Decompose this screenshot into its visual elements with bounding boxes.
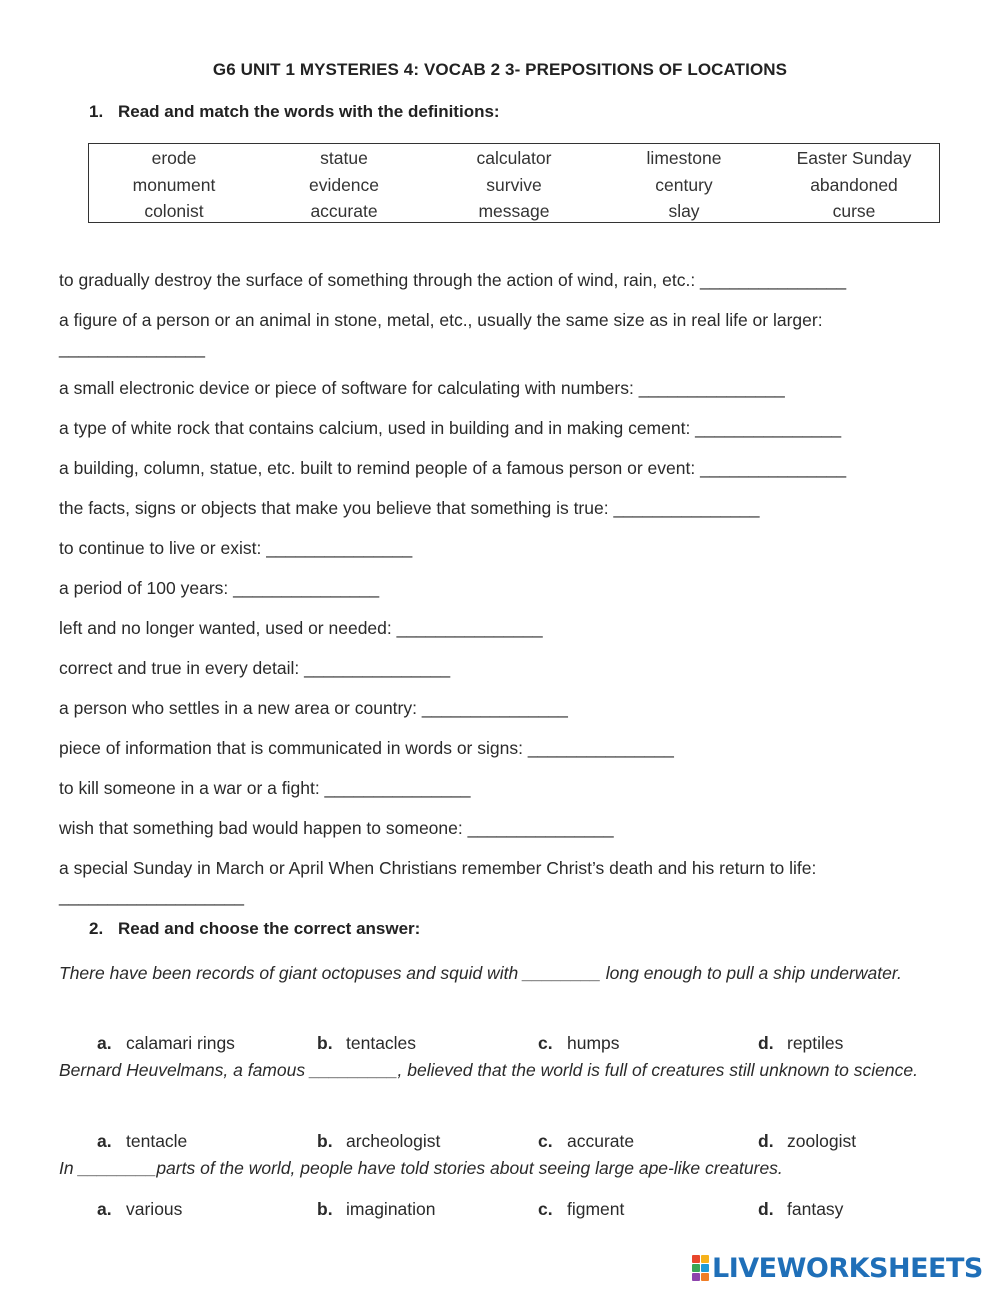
- answer-options: [97, 1127, 977, 1155]
- question-text: Bernard Heuvelmans, a famous _________, believed that the world is full of creatures still unknown to science.: [59, 1060, 918, 1080]
- definition-item: a person who settles in a new area or country: _______________: [59, 698, 568, 718]
- definition-item: to gradually destroy the surface of something through the action of wind, rain, etc.: _______________: [59, 270, 847, 290]
- option-letter: d.: [758, 1131, 774, 1151]
- option-letter: d.: [758, 1199, 774, 1219]
- section-1-heading: [89, 102, 500, 122]
- word-bank-item: message: [478, 201, 550, 221]
- option-d[interactable]: [758, 1195, 843, 1223]
- option-text: figment: [567, 1199, 625, 1219]
- option-letter: c.: [538, 1131, 553, 1151]
- definition-item: a special Sunday in March or April When Christians remember Christ’s death and his return to life: ___________________: [59, 858, 817, 906]
- option-b[interactable]: [317, 1127, 440, 1155]
- word-bank-item: monument: [132, 174, 216, 195]
- word-bank-item: slay: [668, 201, 700, 221]
- option-c[interactable]: [538, 1195, 624, 1223]
- option-a[interactable]: [97, 1127, 187, 1155]
- word-bank-item: colonist: [144, 201, 204, 221]
- question-text: There have been records of giant octopuses and squid with ________ long enough to pull a ship underwater.: [59, 963, 902, 983]
- definition-item: wish that something bad would happen to someone: _______________: [59, 818, 614, 838]
- option-letter: a.: [97, 1199, 112, 1219]
- question-text: In ________parts of the world, people have told stories about seeing large ape-like creatures.: [59, 1158, 783, 1178]
- definition-item: piece of information that is communicated in words or signs: _______________: [59, 738, 674, 758]
- definition-item: a small electronic device or piece of software for calculating with numbers: _______________: [59, 378, 785, 398]
- section-1-number: 1.: [89, 102, 104, 121]
- option-a[interactable]: [97, 1195, 182, 1223]
- option-d[interactable]: [758, 1127, 856, 1155]
- option-letter: d.: [758, 1033, 774, 1053]
- liveworksheets-logo[interactable]: [692, 1251, 983, 1285]
- logo-block: [701, 1273, 709, 1281]
- option-text: humps: [567, 1033, 620, 1053]
- word-bank-item: survive: [486, 174, 542, 195]
- definition-item: left and no longer wanted, used or needed: _______________: [59, 618, 543, 638]
- word-bank-item: limestone: [646, 148, 722, 168]
- option-a[interactable]: [97, 1029, 235, 1057]
- option-c[interactable]: [538, 1029, 620, 1057]
- option-text: imagination: [346, 1199, 436, 1219]
- option-b[interactable]: [317, 1195, 436, 1223]
- word-bank-item: evidence: [308, 174, 380, 195]
- logo-block: [692, 1255, 700, 1263]
- option-c[interactable]: [538, 1127, 634, 1155]
- option-letter: a.: [97, 1131, 112, 1151]
- definition-item: to continue to live or exist: _______________: [59, 538, 413, 558]
- option-text: tentacles: [346, 1033, 417, 1053]
- section-2-number: 2.: [89, 919, 104, 938]
- definition-item: to kill someone in a war or a fight: _______________: [59, 778, 471, 798]
- logo-text: LIVEWORKSHEETS: [712, 1252, 983, 1284]
- definition-item: the facts, signs or objects that make you believe that something is true: _______________: [59, 498, 760, 518]
- option-text: tentacle: [126, 1131, 188, 1151]
- option-text: various: [126, 1199, 183, 1219]
- logo-blocks-icon: [692, 1255, 709, 1281]
- definition-item: a building, column, statue, etc. built to remind people of a famous person or event: _______________: [59, 458, 847, 478]
- option-text: archeologist: [346, 1131, 441, 1151]
- logo-block: [692, 1273, 700, 1281]
- logo-block: [701, 1255, 709, 1263]
- definition-item: a period of 100 years: _______________: [59, 578, 380, 598]
- word-bank-item: accurate: [310, 201, 378, 221]
- option-text: zoologist: [787, 1131, 857, 1151]
- option-text: fantasy: [787, 1199, 844, 1219]
- section-2-heading-text: Read and choose the correct answer:: [118, 919, 421, 938]
- option-text: calamari rings: [126, 1033, 235, 1053]
- option-letter: b.: [317, 1131, 333, 1151]
- definition-item: a figure of a person or an animal in stone, metal, etc., usually the same size as in real life or larger: _______________: [59, 310, 823, 358]
- option-letter: c.: [538, 1033, 553, 1053]
- logo-block: [701, 1264, 709, 1272]
- word-bank: [88, 143, 940, 223]
- option-b[interactable]: [317, 1029, 416, 1057]
- word-bank-item: calculator: [476, 148, 552, 168]
- word-bank-item: curse: [832, 201, 876, 221]
- section-1-heading-text: Read and match the words with the definitions:: [118, 102, 500, 121]
- word-bank-item: erode: [151, 148, 197, 168]
- definition-item: a type of white rock that contains calcium, used in building and in making cement: _______________: [59, 418, 842, 438]
- option-text: reptiles: [787, 1033, 844, 1053]
- word-bank-item: Easter Sunday: [796, 148, 912, 168]
- option-text: accurate: [567, 1131, 635, 1151]
- logo-block: [692, 1264, 700, 1272]
- definition-item: correct and true in every detail: _______________: [59, 658, 451, 678]
- page-title: G6 UNIT 1 MYSTERIES 4: VOCAB 2 3- PREPOSITIONS OF LOCATIONS: [212, 60, 788, 79]
- option-letter: c.: [538, 1199, 553, 1219]
- definition-list: [59, 266, 949, 922]
- option-d[interactable]: [758, 1029, 843, 1057]
- answer-options: [97, 1029, 977, 1057]
- word-bank-item: statue: [320, 148, 368, 168]
- answer-options: [97, 1195, 977, 1223]
- option-letter: b.: [317, 1199, 333, 1219]
- section-2-heading: [89, 919, 420, 939]
- option-letter: a.: [97, 1033, 112, 1053]
- option-letter: b.: [317, 1033, 333, 1053]
- word-bank-item: century: [655, 174, 713, 195]
- word-bank-item: abandoned: [810, 174, 898, 195]
